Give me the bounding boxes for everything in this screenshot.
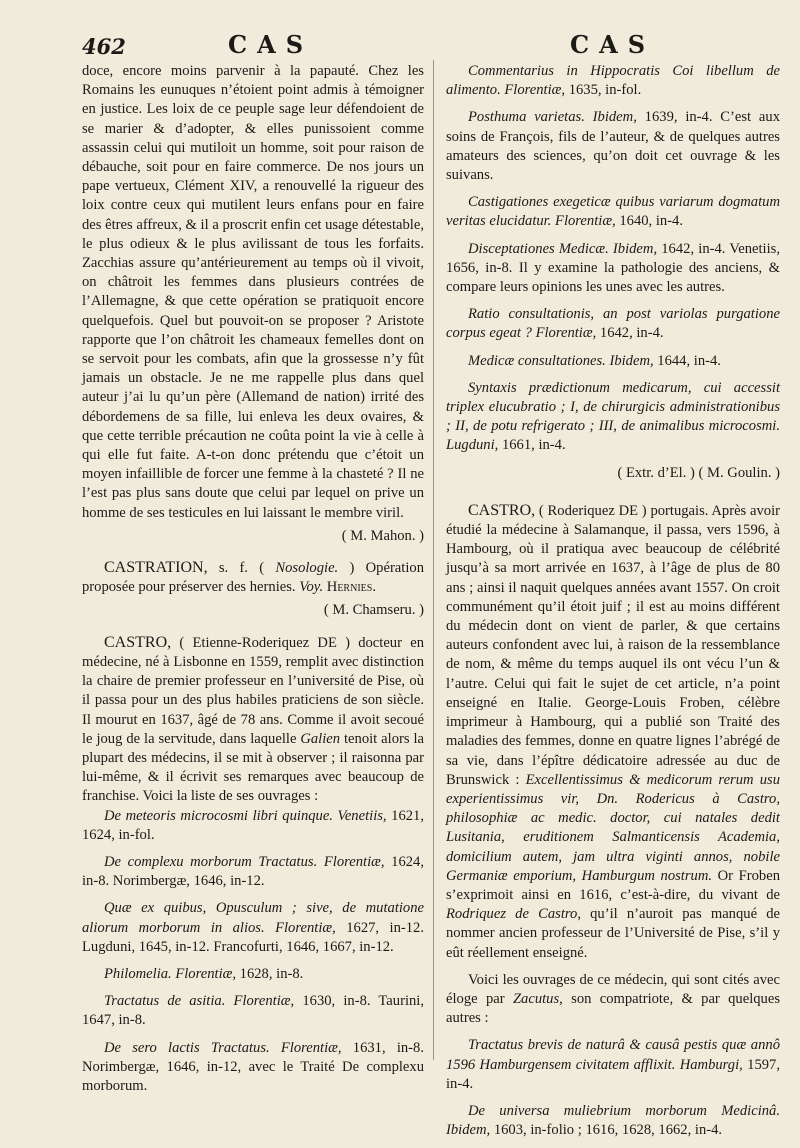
work-item: Tractatus brevis de naturâ & causâ pestis quæ annô 1596 Hamburgensem civitatem afflixit. Hamburgi, 1597, in-4.	[446, 1037, 780, 1092]
work-item: Medicæ consultationes. Ibidem, 1644, in-4.	[468, 352, 721, 369]
running-head-left: CAS	[228, 30, 314, 59]
entry-headword: CASTRO,	[104, 633, 172, 651]
cross-reference: Hernies.	[323, 579, 376, 596]
work-item: Posthuma varietas. Ibidem, 1639, in-4. C’est aux soins de François, fils de l’auteur, & de quelques autres amateurs des sciences, qu’on doit cet ouvrage & les suivans.	[446, 109, 780, 184]
signature-chamseru: ( M. Chamseru. )	[323, 602, 424, 619]
work-item: Syntaxis prædictionum medicarum, cui accessit triplex elucubratio ; I, de chirurgicis administrationibus ; II, de potu refrigerato ; III, de animalibus microcosmi. Lugduni, 1661, in-4.	[446, 379, 780, 454]
left-column	[82, 62, 424, 1104]
entry-headword: CASTRATION,	[104, 559, 208, 577]
entry-castro-etienne: CASTRO, ( Etienne-Roderiquez DE ) docteur en médecine, né à Lisbonne en 1559, remplit avec distinction la chaire de premier professeur en l’université de Pise, où il passa pour un des plus habiles praticiens de son siècle. Il mourut en 1637, âgé de 78 ans. Comme il avoit secoué le joug de la servitude, dans laquelle Galien tenoit alors la plupart des médecins, il se mit à observer ; il raisonna par lui-même, & il écrivit ses remarques avec beaucoup de franchise. Voici la liste de ses ouvrages :	[82, 633, 424, 805]
work-item: De sero lactis Tractatus. Florentiæ, 1631, in-8. Norimbergæ, 1646, in-12, avec le Traité De complexu morborum.	[82, 1039, 424, 1094]
entry-headword: CASTRO,	[468, 501, 536, 519]
work-item: Philomelia. Florentiæ, 1628, in-8.	[104, 965, 304, 982]
right-column	[446, 62, 780, 1148]
column-divider	[433, 60, 434, 1060]
work-item: De meteoris microcosmi libri quinque. Venetiis, 1621, 1624, in-fol.	[82, 807, 424, 843]
work-item: De complexu morborum Tractatus. Florentiæ, 1624, in-8. Norimbergæ, 1646, in-12.	[82, 853, 424, 890]
running-head-right: CAS	[570, 30, 656, 59]
work-item: Quæ ex quibus, Opusculum ; sive, de mutatione aliorum morborum in alios. Florentiæ, 1627, in-12. Lugduni, 1645, in-12. Francofurti, 1646, 1667, in-12.	[82, 900, 424, 955]
signature-mahon: ( M. Mahon. )	[341, 527, 424, 544]
paragraph-voici: Voici les ouvrages de ce médecin, qui sont cités avec éloge par Zacutus, son compatriote, & par quelques autres :	[446, 971, 780, 1027]
work-item: Disceptationes Medicæ. Ibidem, 1642, in-4. Venetiis, 1656, in-8. Il y examine la pathologie des anciens, & compare leurs opinions les unes avec les autres.	[446, 240, 780, 296]
signature-goulin: ( Extr. d’El. ) ( M. Goulin. )	[617, 464, 780, 481]
paragraph-eunuques: doce, encore moins parvenir à la papauté. Chez les Romains les eunuques n’étoient point admis à témoigner en justice. Les loix de ce peuple sage leur défendoient de se marier & d’adopter, & elles punissoient comme assassin celui qui mutiloit un homme, soit pour raison de débauche, soit pour en faire commerce. De nos jours un pape vertueux, Clément XIV, a renouvellé la rigueur des loix contre ceux qui mutilent leurs enfans pour en faire des êtres affreux, & il a proscrit enfin cet usage détestable, le plus odieux & le plus avilissant de tous les forfaits. Zacchias assure qu’antérieurement au temps où il vivoit, on châtroit les femmes dans plusieurs contrées de l’Allemagne, & que cette opération se pratiquoit encore quelquefois. Quel but pouvoit-on se proposer ? Aristote rapporte que l’on châtroit les chameaux femelles dont on se servoit pour les combats, afin que la grossesse n’y fût jamais un obstacle. Je ne me rappelle plus dans quel auteur j’ai lu qu’un père (Allemand de nation) irrité des débordemens de sa fille, lui enleva les deux ovaires, & que cette terrible précaution ne coûta point la vie à celle à qui elle fut faite. A-t-on donc prétendu que c’étoit un moyen infaillible de forcer une femme à la chasteté ? Il ne l’est pas plus sans doute que celui par lequel on prive un homme de ses testicules en lui laissant le membre viril.	[82, 63, 424, 521]
work-item: Ratio consultationis, an post variolas purgatione corpus egeat ? Florentiæ, 1642, in-4.	[446, 306, 780, 342]
entry-castro-roderiquez: CASTRO, ( Roderiquez DE ) portugais. Après avoir étudié la médecine à Salamanque, il passa, vers 1596, à Hambourg, où il pratiqua avec beaucoup de célébrité jusqu’à sa mort arrivée en 1637, à l’âge de plus de 80 ans ; ainsi il naquit quelques années avant 1557. On croit communément qu’il étoit juif ; il est au moins différent du médecin dont on vient de parler, & que certains auteurs confondent avec lui, à raison de la ressemblance de nom, & même du temps auquel ils ont vécu l’un & l’autre. Celui qui fait le sujet de cet article, n’a point enseigné en Italie. George-Louis Froben, célèbre imprimeur à Hambourg, qui a publié son Traité des maladies des femmes, donne en quatre lignes l’abrégé de sa vie, dans l’épître dédicatoire adressée au duc de Brunswick : Excellentissimus & medicorum rerum usu experientissimus vir, Dn. Rodericus à Castro, philosophiæ ac medic. doctor, cui natales dedit Lusitania, eruditionem Salmanticensis Academia, domicilium autem, jam ultra viginti annos, nobile Germaniæ emporium, Hamburgum nostrum. Or Froben s’exprimoit ainsi en 1616, c’est-à-dire, du vivant de Rodriquez de Castro, qu’il n’auroit pas manqué de nommer ancien professeur de l’Université de Pise, s’il y eût réellement enseigné.	[446, 501, 781, 961]
work-item: Tractatus de asitia. Florentiæ, 1630, in-8. Taurini, 1647, in-8.	[82, 993, 424, 1029]
work-item: De universa muliebrium morborum Medicinâ. Ibidem, 1603, in-folio ; 1616, 1628, 1662, in-4.	[446, 1102, 780, 1139]
page-number: 462	[82, 34, 126, 59]
entry-castration: CASTRATION, s. f. ( Nosologie. ) Opération proposée pour préserver des hernies. Voy. Hernies.	[82, 559, 424, 596]
work-item: Castigationes exegeticæ quibus variarum dogmatum veritas elucidatur. Florentiæ, 1640, in-4.	[446, 194, 780, 230]
work-item: Commentarius in Hippocratis Coi libellum de alimento. Florentiæ, 1635, in-fol.	[446, 63, 780, 99]
